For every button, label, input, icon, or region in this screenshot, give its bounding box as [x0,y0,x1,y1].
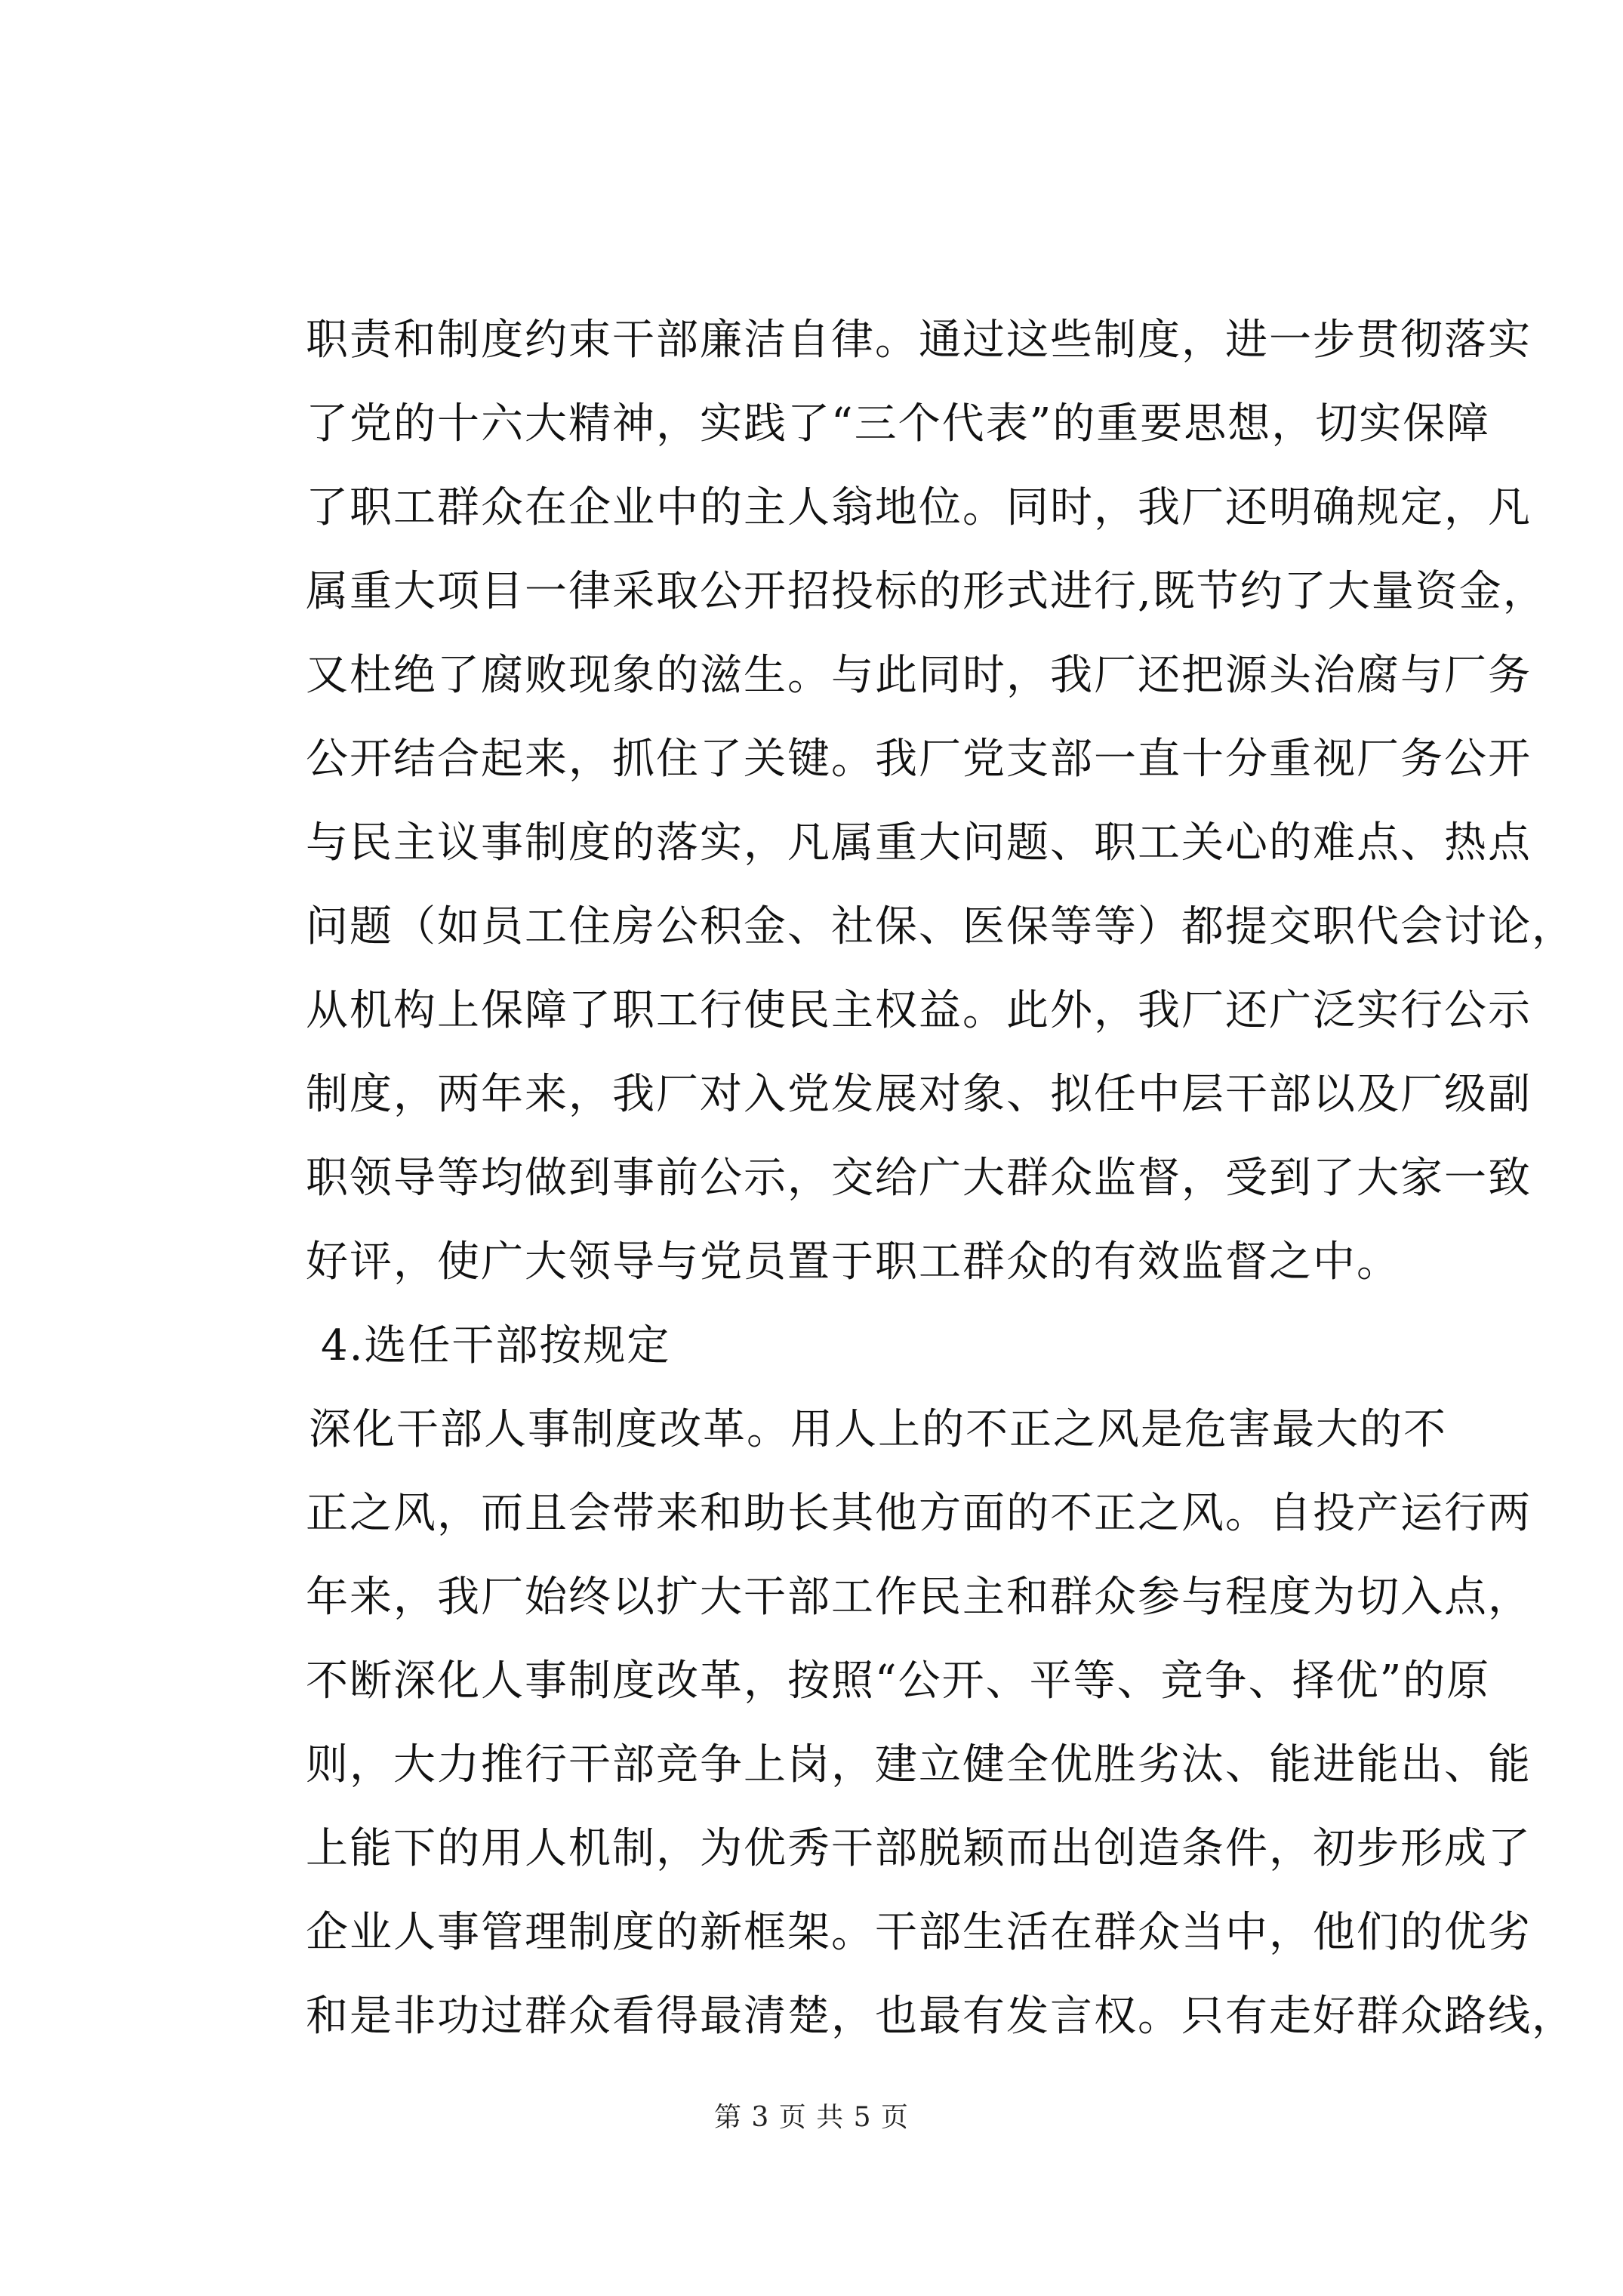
text-line: 制度，两年来，我厂对入党发展对象、拟任中层干部以及厂级副 [306,1070,1532,1119]
text-line: 属重大项目一律采取公开招投标的形式进行,既节约了大量资金， [306,567,1547,616]
text-line: 正之风，而且会带来和助长其他方面的不正之风。自投产运行两 [306,1489,1532,1538]
text-line: 和是非功过群众看得最清楚，也最有发言权。只有走好群众路线， [306,1992,1575,2041]
text-line: 从机构上保障了职工行使民主权益。此外，我厂还广泛实行公示 [306,986,1532,1035]
text-line: 职责和制度约束干部廉洁自律。通过这些制度，进一步贯彻落实 [306,316,1532,365]
section-heading: 4.选任干部按规定 [321,1321,671,1370]
text-line: 好评，使广大领导与党员置于职工群众的有效监督之中。 [306,1237,1400,1287]
text-line: 企业人事管理制度的新框架。干部生活在群众当中，他们的优劣 [306,1908,1532,1957]
text-line: 又杜绝了腐败现象的滋生。与此同时，我厂还把源头治腐与厂务 [306,651,1532,700]
text-line: 了职工群众在企业中的主人翁地位。同时，我厂还明确规定，凡 [306,483,1532,532]
text-line: 则，大力推行干部竞争上岗，建立健全优胜劣汰、能进能出、能 [306,1740,1532,1789]
page-footer: 第 3 页 共 5 页 [713,2102,910,2133]
text-line: 上能下的用人机制，为优秀干部脱颖而出创造条件，初步形成了 [306,1824,1532,1873]
text-line: 职领导等均做到事前公示，交给广大群众监督，受到了大家一致 [306,1154,1532,1203]
text-line: 问题（如员工住房公积金、社保、医保等等）都提交职代会讨论， [306,902,1575,951]
text-line: 深化干部人事制度改革。用人上的不正之风是危害最大的不 [309,1405,1447,1454]
text-line: 了党的十六大精神，实践了“三个代表”的重要思想，切实保障 [306,399,1491,448]
text-line: 不断深化人事制度改革，按照“公开、平等、竞争、择优”的原 [306,1657,1491,1706]
text-line: 公开结合起来，抓住了关键。我厂党支部一直十分重视厂务公开 [306,735,1532,784]
text-line: 与民主议事制度的落实，凡属重大问题、职工关心的难点、热点 [306,818,1532,868]
body-text [306,298,1575,2058]
text-line: 年来，我厂始终以扩大干部工作民主和群众参与程度为切入点， [306,1573,1532,1622]
